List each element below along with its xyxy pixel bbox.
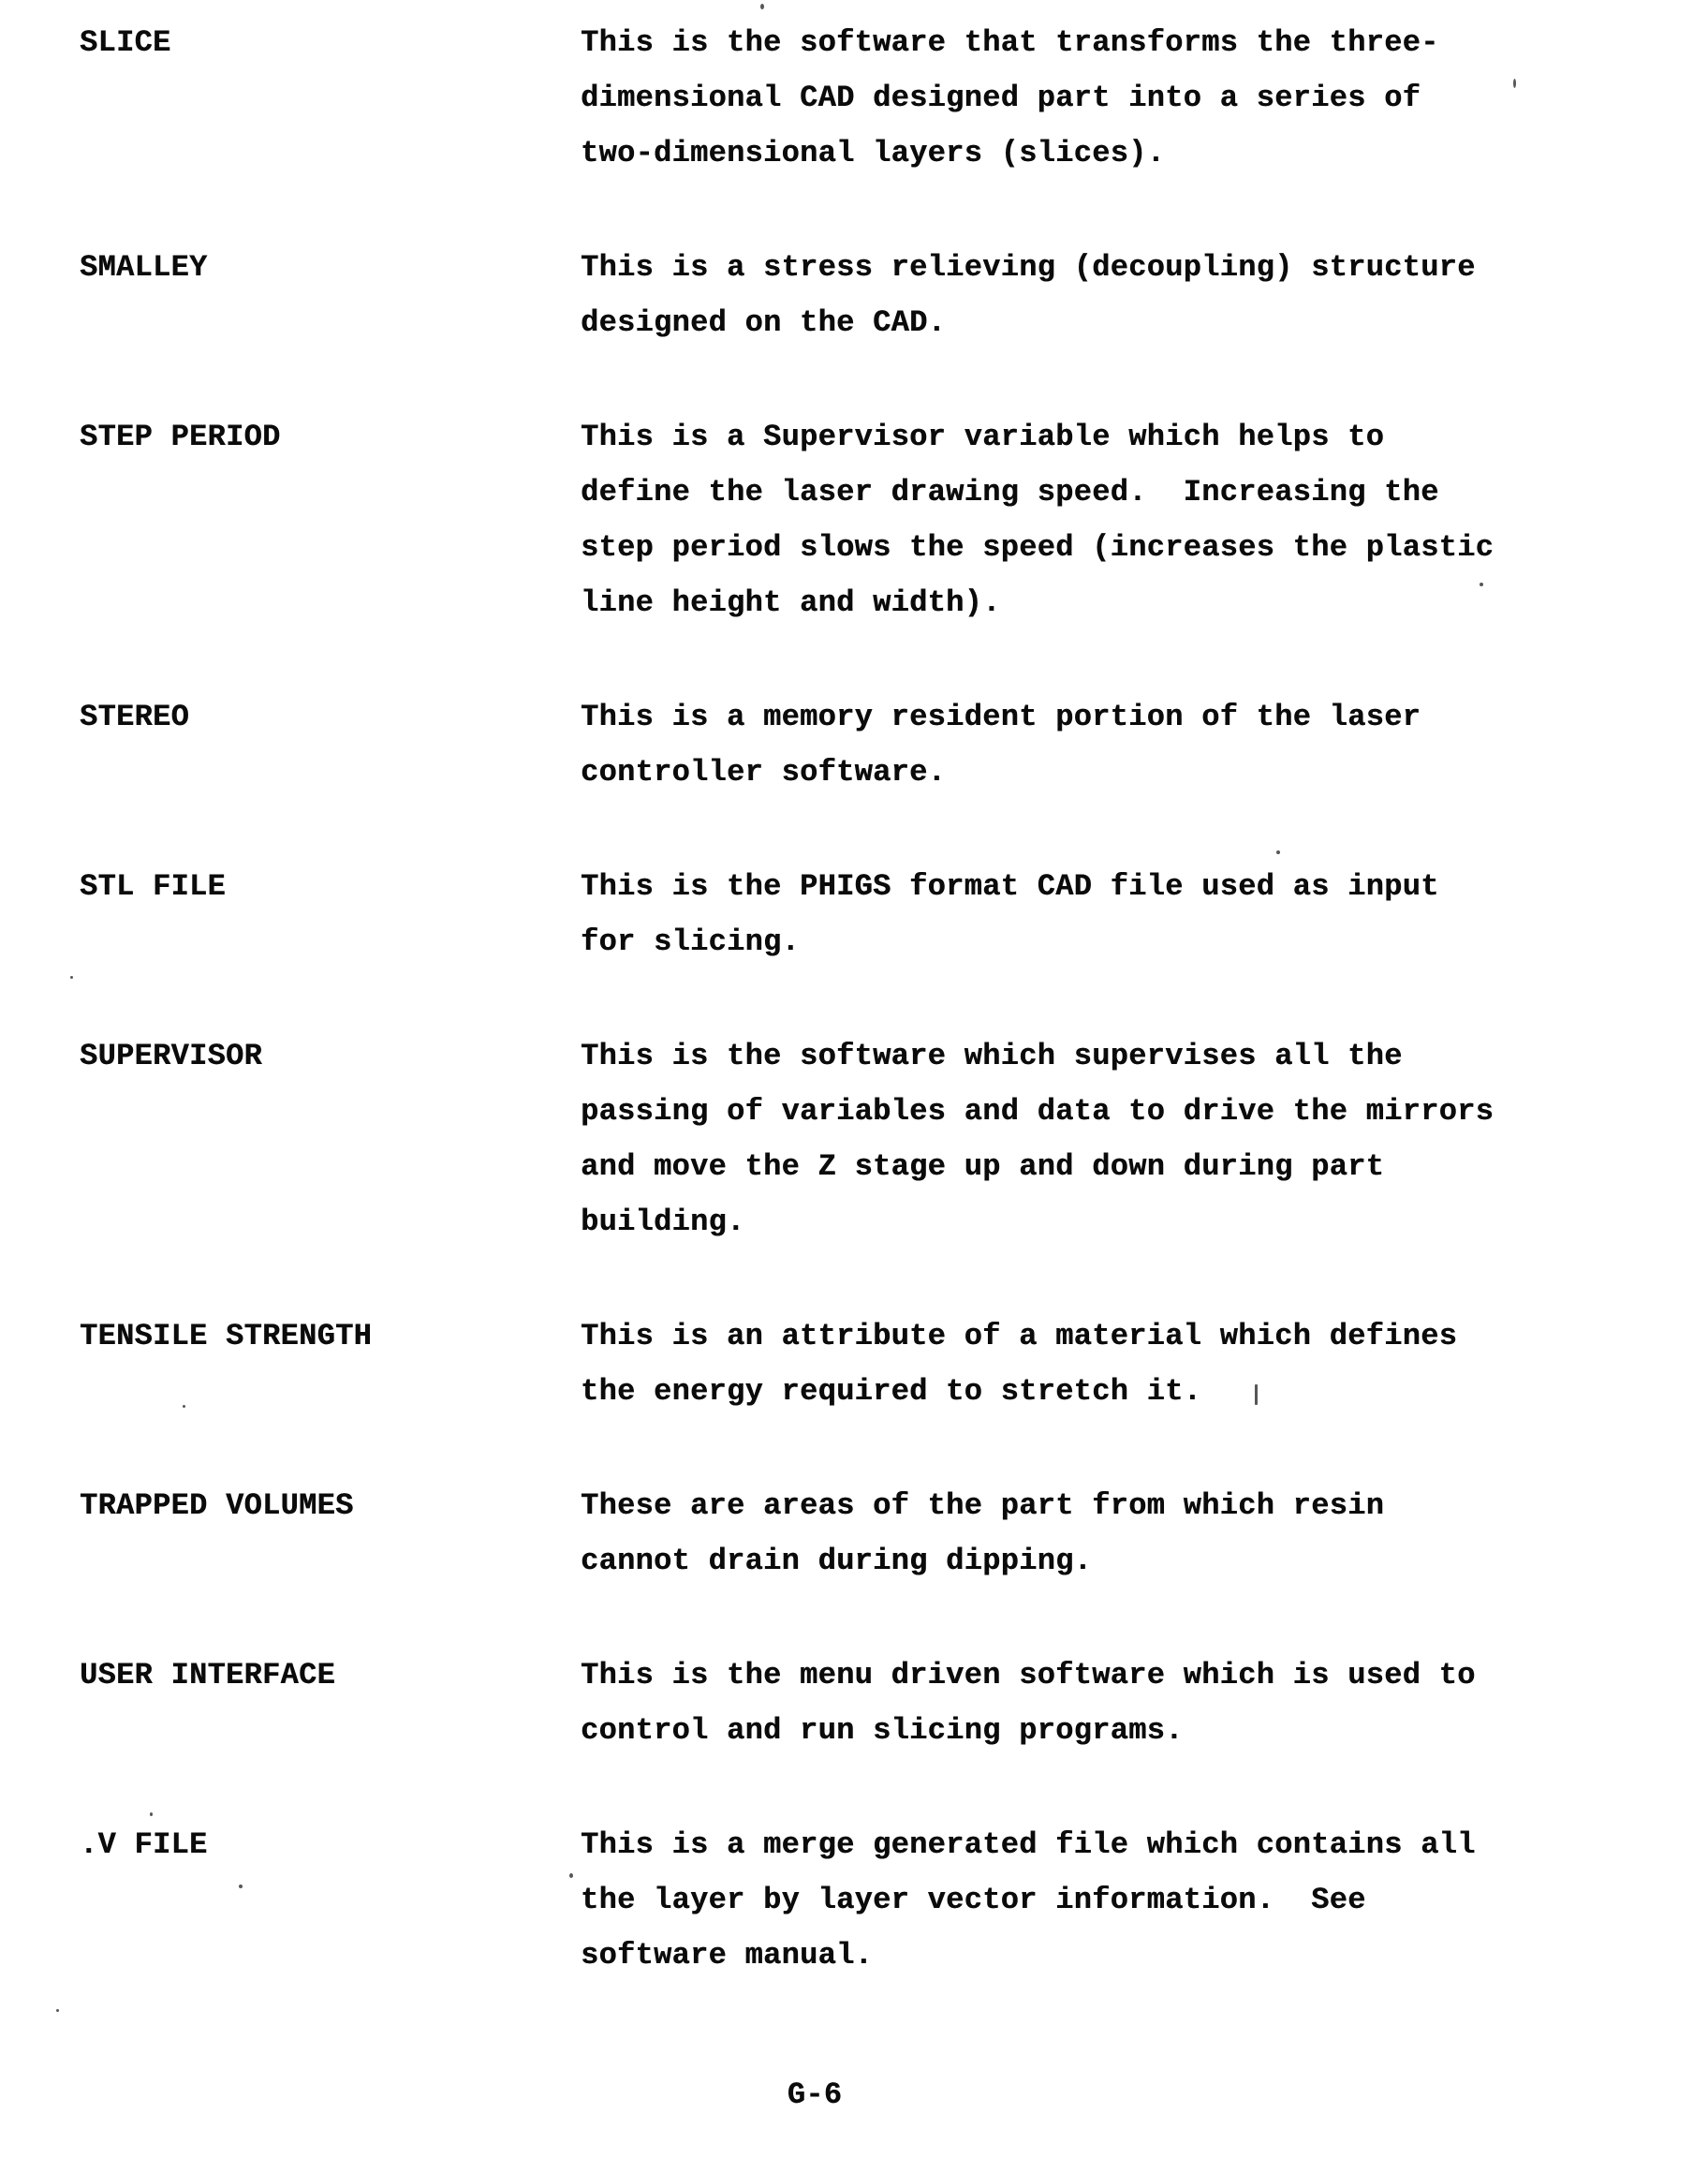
term-label: STEP PERIOD: [80, 420, 281, 454]
scan-speck: [1276, 850, 1280, 854]
definition-line: and move the Z stage up and down during part: [581, 1149, 1385, 1184]
definition-line: This is a memory resident portion of the laser: [581, 700, 1421, 734]
scan-speck: [569, 1873, 573, 1878]
definition-line: controller software.: [581, 755, 947, 790]
definition-line: the energy required to stretch it.: [581, 1374, 1202, 1409]
definition: [581, 409, 1494, 630]
term-label: .V FILE: [80, 1827, 208, 1862]
term-label: TENSILE STRENGTH: [80, 1319, 373, 1353]
glossary-entry: [80, 1648, 1708, 1758]
page-number: G-6: [787, 2077, 843, 2112]
scan-speck: [1255, 1384, 1258, 1405]
scan-speck: [1513, 79, 1516, 88]
scan-speck: [183, 1405, 185, 1408]
term-label: SMALLEY: [80, 250, 208, 285]
term-label: SLICE: [80, 25, 171, 60]
definition-line: This is the software that transforms the three-: [581, 25, 1439, 60]
definition-line: building.: [581, 1205, 745, 1239]
definition-line: cannot drain during dipping.: [581, 1544, 1093, 1578]
glossary-entry: [80, 859, 1708, 969]
glossary-entry: [80, 240, 1708, 350]
definition: [581, 689, 1421, 800]
glossary-entry: [80, 1478, 1708, 1589]
definition: [581, 1648, 1476, 1758]
scan-speck: [1480, 583, 1483, 586]
definition-line: two-dimensional layers (slices).: [581, 136, 1166, 170]
scan-speck: [760, 4, 764, 9]
scan-speck: [56, 2009, 59, 2012]
definition-line: These are areas of the part from which resin: [581, 1488, 1385, 1523]
definition: [581, 1028, 1494, 1249]
glossary-entry: [80, 1308, 1708, 1419]
definition-line: the layer by layer vector information. See: [581, 1883, 1366, 1917]
definition-line: This is a merge generated file which contains all: [581, 1827, 1476, 1862]
glossary-entry: [80, 1028, 1708, 1249]
definition: [581, 15, 1439, 181]
definition: [581, 1308, 1457, 1419]
glossary-entry: [80, 15, 1708, 181]
definition-line: This is a Supervisor variable which helps to: [581, 420, 1385, 454]
definition-line: passing of variables and data to drive the mirrors: [581, 1094, 1494, 1129]
scan-speck: [150, 1812, 153, 1816]
definition-line: This is the menu driven software which is used to: [581, 1658, 1476, 1693]
definition: [581, 1478, 1384, 1589]
definition-line: define the laser drawing speed. Increasing the: [581, 475, 1439, 510]
definition: [581, 859, 1439, 969]
glossary-list: [80, 15, 1708, 1983]
definition: [581, 1817, 1476, 1983]
term-label: STL FILE: [80, 869, 227, 904]
definition-line: This is the PHIGS format CAD file used as input: [581, 869, 1439, 904]
term-label: TRAPPED VOLUMES: [80, 1488, 354, 1523]
term-label: USER INTERFACE: [80, 1658, 336, 1693]
definition-line: control and run slicing programs.: [581, 1713, 1184, 1748]
glossary-entry: [80, 1817, 1708, 1983]
definition-line: designed on the CAD.: [581, 305, 947, 340]
scan-speck: [239, 1885, 243, 1888]
definition: [581, 240, 1476, 350]
definition-line: line height and width).: [581, 585, 1001, 620]
term-label: SUPERVISOR: [80, 1039, 263, 1073]
definition-line: dimensional CAD designed part into a series of: [581, 81, 1421, 115]
term-label: STEREO: [80, 700, 190, 734]
definition-line: This is an attribute of a material which defines: [581, 1319, 1458, 1353]
definition-line: This is a stress relieving (decoupling) structure: [581, 250, 1476, 285]
scan-speck: [70, 976, 73, 979]
definition-line: step period slows the speed (increases the plastic: [581, 530, 1494, 565]
glossary-entry: [80, 409, 1708, 630]
definition-line: for slicing.: [581, 924, 801, 959]
glossary-entry: [80, 689, 1708, 800]
definition-line: software manual.: [581, 1938, 874, 1973]
definition-line: This is the software which supervises all the: [581, 1039, 1403, 1073]
